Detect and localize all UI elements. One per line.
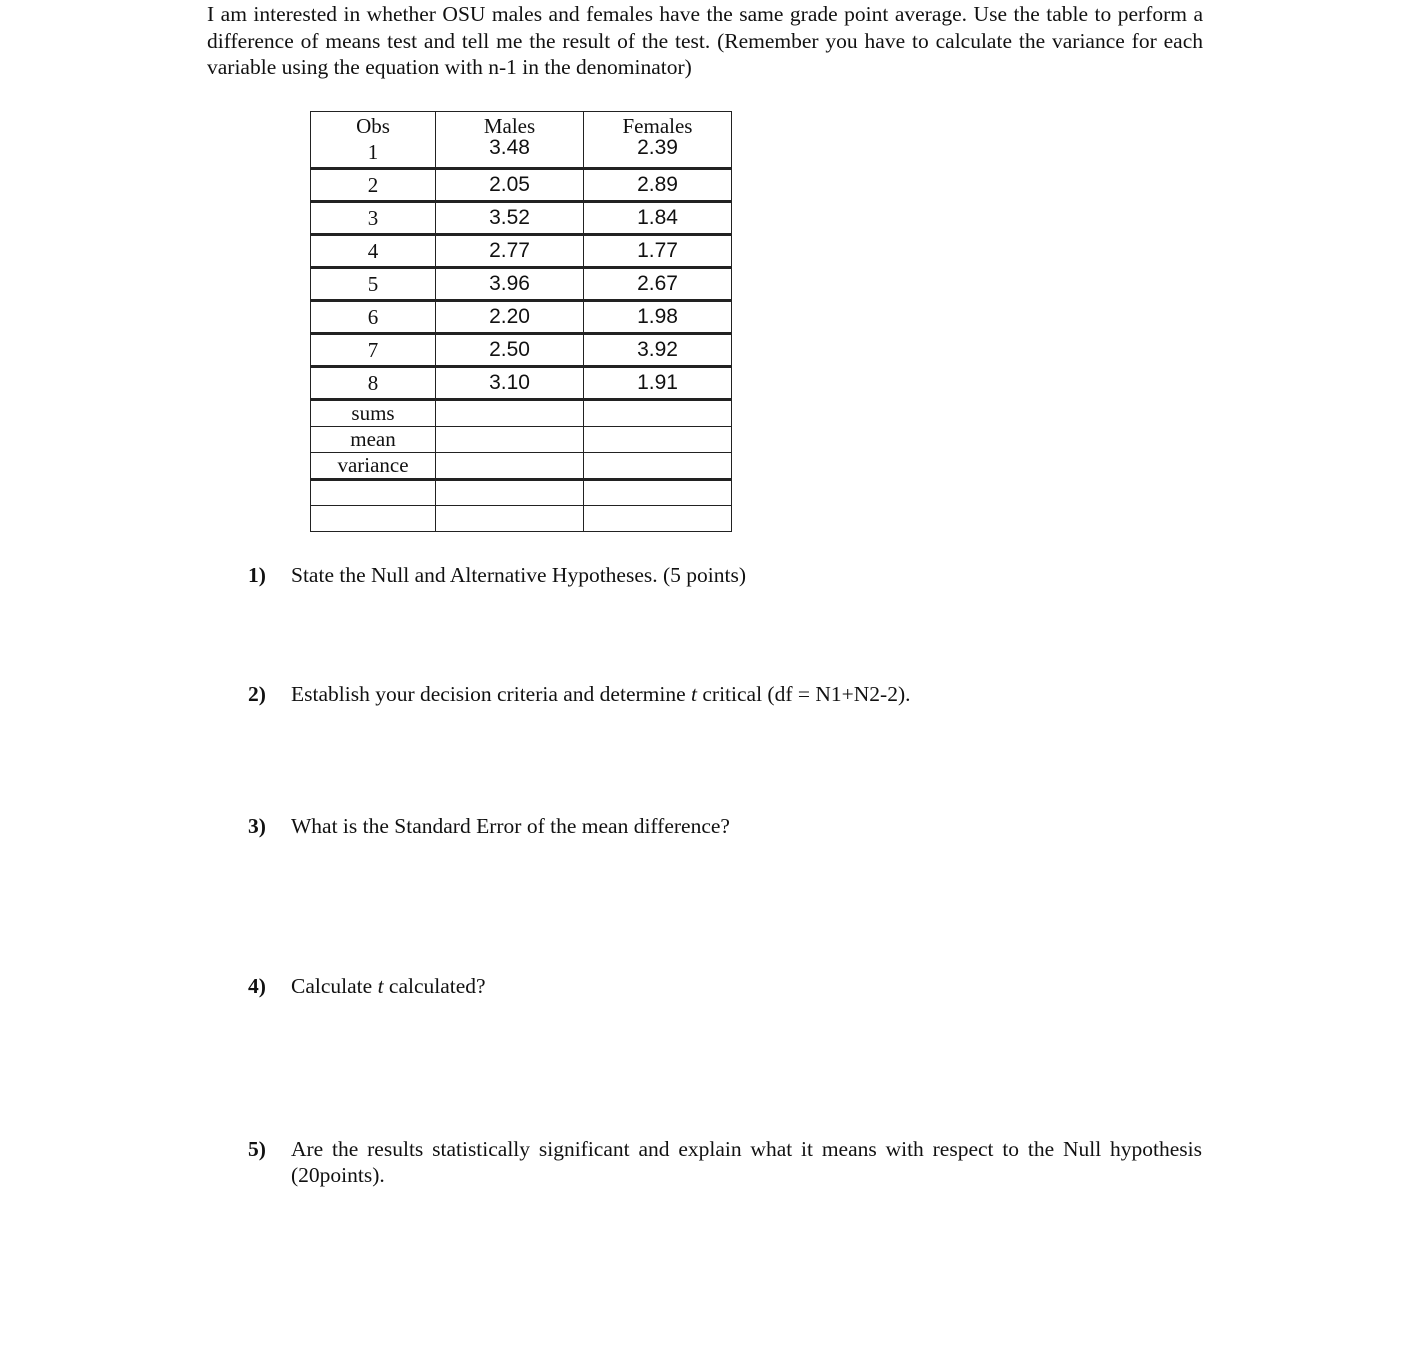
- females-cell: 2.89: [584, 169, 732, 202]
- table-row: [311, 235, 732, 268]
- instructions-paragraph: I am interested in whether OSU males and females have the same grade point average. Use the table to perform a difference of means test and tell me the result of the test. (Remember you have to calculate the variance for each variable using the equation with n-1 in the denominator): [207, 2, 1203, 79]
- question-number: 4): [248, 974, 266, 998]
- mean-label: mean: [311, 427, 436, 453]
- blank-cell: [311, 506, 436, 532]
- obs-cell: 2: [311, 169, 436, 202]
- females-cell: 1.91: [584, 367, 732, 400]
- obs-cell: 3: [311, 202, 436, 235]
- females-cell: 1.77: [584, 235, 732, 268]
- question-text: Establish your decision criteria and determine t critical (df = N1+N2-2).: [291, 682, 911, 706]
- blank-cell: [584, 506, 732, 532]
- females-variance-cell: [584, 453, 732, 480]
- females-cell: 1.84: [584, 202, 732, 235]
- males-cell: 2.05: [436, 169, 584, 202]
- table-row: [311, 268, 732, 301]
- females-cell: 3.92: [584, 334, 732, 367]
- question-1: [248, 562, 1202, 588]
- males-cell: 2.50: [436, 334, 584, 367]
- males-mean-cell: [436, 427, 584, 453]
- obs-cell: 4: [311, 235, 436, 268]
- header-obs: Obs: [311, 112, 436, 140]
- question-number: 3): [248, 814, 266, 838]
- blank-row: [311, 506, 732, 532]
- females-sum-cell: [584, 400, 732, 427]
- sums-row: [311, 400, 732, 427]
- females-mean-cell: [584, 427, 732, 453]
- blank-cell: [584, 480, 732, 506]
- females-cell: 1.98: [584, 301, 732, 334]
- obs-cell: 6: [311, 301, 436, 334]
- question-2: [248, 681, 1202, 707]
- males-cell: 3.48: [436, 139, 584, 169]
- males-cell: 2.77: [436, 235, 584, 268]
- table-header-row: [311, 112, 732, 140]
- question-text: What is the Standard Error of the mean difference?: [291, 814, 730, 838]
- question-4: [248, 973, 1202, 999]
- sums-label: sums: [311, 400, 436, 427]
- males-cell: 3.52: [436, 202, 584, 235]
- question-text: Are the results statistically significant and explain what it means with respect to the Null hypothesis (20points).: [291, 1137, 1202, 1187]
- question-text: State the Null and Alternative Hypotheses. (5 points): [291, 563, 746, 587]
- males-cell: 3.96: [436, 268, 584, 301]
- question-text: Calculate t calculated?: [291, 974, 486, 998]
- table-row: [311, 301, 732, 334]
- table-row: [311, 202, 732, 235]
- males-cell: 2.20: [436, 301, 584, 334]
- females-cell: 2.67: [584, 268, 732, 301]
- blank-cell: [436, 506, 584, 532]
- males-cell: 3.10: [436, 367, 584, 400]
- blank-cell: [436, 480, 584, 506]
- header-males: Males: [436, 112, 584, 140]
- females-cell: 2.39: [584, 139, 732, 169]
- variance-row: [311, 453, 732, 480]
- blank-row: [311, 480, 732, 506]
- males-variance-cell: [436, 453, 584, 480]
- males-sum-cell: [436, 400, 584, 427]
- blank-cell: [311, 480, 436, 506]
- question-number: 1): [248, 563, 266, 587]
- obs-cell: 1: [311, 139, 436, 169]
- table-row: [311, 169, 732, 202]
- table-row: [311, 367, 732, 400]
- question-5: [248, 1136, 1202, 1188]
- obs-cell: 7: [311, 334, 436, 367]
- question-number: 5): [248, 1137, 266, 1161]
- obs-cell: 5: [311, 268, 436, 301]
- gpa-table: [310, 111, 732, 532]
- question-3: [248, 813, 1202, 839]
- header-females: Females: [584, 112, 732, 140]
- question-number: 2): [248, 682, 266, 706]
- mean-row: [311, 427, 732, 453]
- obs-cell: 8: [311, 367, 436, 400]
- table-row: [311, 139, 732, 169]
- table-row: [311, 334, 732, 367]
- variance-label: variance: [311, 453, 436, 480]
